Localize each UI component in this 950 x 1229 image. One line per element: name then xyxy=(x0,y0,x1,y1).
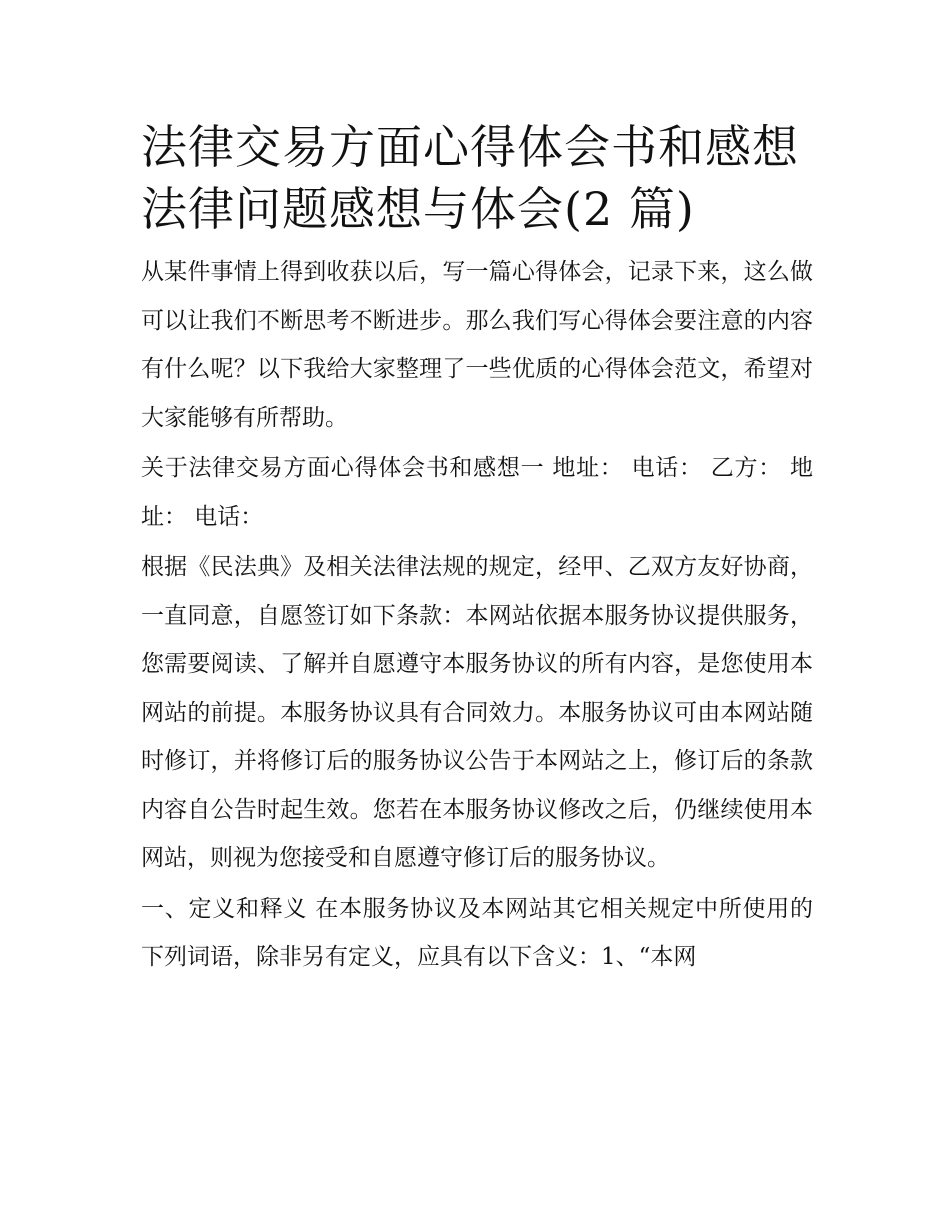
document-body xyxy=(141,116,813,982)
document-title: 法律交易方面心得体会书和感想 法律问题感想与体会(2 篇) xyxy=(141,120,799,236)
paragraph-agreement-terms: 根据《民法典》及相关法律法规的规定，经甲、乙双方友好协商，一直同意，自愿签订如下条款：本网站依据本服务协议提供服务，您需要阅读、了解并自愿遵守本服务协议的所有内容，是您使用本网站的前提。本服务协议具有合同效力。本服务协议可由本网站随时修订，并将修订后的服务协议公告于本网站之上，修订后的条款内容自公告时起生效。您若在本服务协议修改之后，仍继续使用本网站，则视为您接受和自愿遵守修订后的服务协议。 xyxy=(141,554,813,871)
paragraph-parties: 关于法律交易方面心得体会书和感想一 地址： 电话： 乙方： 地址： 电话： xyxy=(141,455,813,530)
paragraph-definitions: 一、定义和释义 在本服务协议及本网站其它相关规定中所使用的下列词语，除非另有定义，应具有以下含义：1、“本网 xyxy=(141,895,813,970)
paragraph-intro: 从某件事情上得到收获以后，写一篇心得体会，记录下来，这么做可以让我们不断思考不断进步。那么我们写心得体会要注意的内容有什么呢？以下我给大家整理了一些优质的心得体会范文，希望对大家能够有所帮助。 xyxy=(141,259,813,431)
